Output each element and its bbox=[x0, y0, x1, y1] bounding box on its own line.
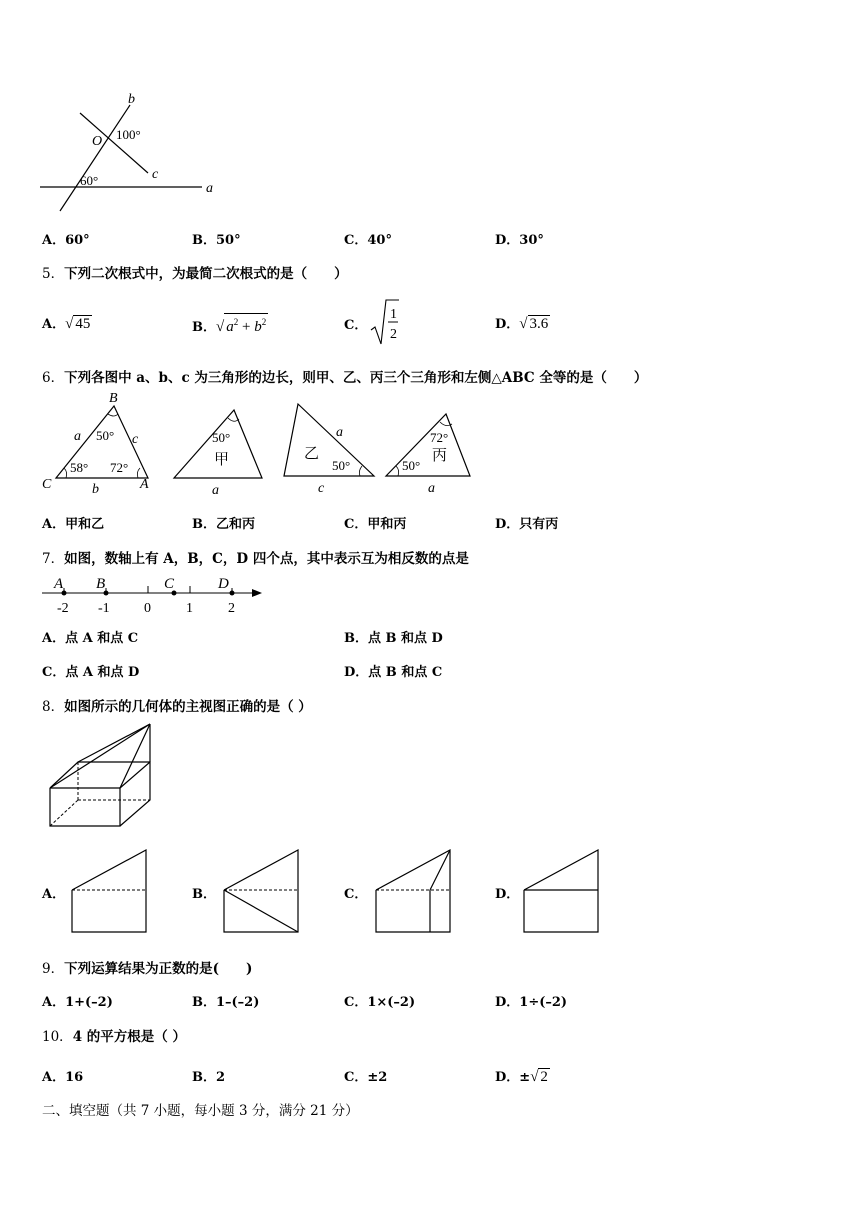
q5-option-d: D．√ 3.6 bbox=[495, 316, 549, 332]
label-a: a bbox=[206, 181, 213, 196]
q5-b-plus: + bbox=[238, 319, 255, 335]
abc-58: 58° bbox=[70, 460, 89, 475]
line-c bbox=[80, 113, 148, 173]
point-b-label: B bbox=[96, 576, 106, 592]
q9-text: 下列运算结果为正数的是( ) bbox=[64, 961, 253, 977]
q7-option-b: B．点 B 和点 D bbox=[344, 631, 443, 646]
q6-number: 6． bbox=[42, 370, 65, 386]
yi-name: 乙 bbox=[304, 446, 320, 462]
q7-text: 如图，数轴上有 A，B，C，D 四个点，其中表示互为相反数的点是 bbox=[64, 551, 469, 567]
q10-d-prefix: ± bbox=[519, 1070, 531, 1085]
q6-stem bbox=[42, 366, 647, 386]
q10-option-c: C．±2 bbox=[344, 1070, 388, 1085]
q5-letter-a: A． bbox=[42, 317, 66, 332]
bing-72: 72° bbox=[430, 430, 449, 445]
q10-letter-d: D． bbox=[495, 1070, 520, 1085]
q9-number: 9． bbox=[42, 961, 65, 977]
q7-option-c: C．点 A 和点 D bbox=[42, 665, 140, 680]
q5-a-radicand: 45 bbox=[75, 316, 91, 332]
q6-option-a: A．甲和乙 bbox=[42, 517, 105, 532]
q6-option-b: B．乙和丙 bbox=[192, 517, 255, 532]
tick-1: 1 bbox=[186, 601, 193, 616]
q5-text: 下列二次根式中，为最简二次根式的是（ ） bbox=[64, 266, 348, 282]
q8-solid-figure bbox=[44, 718, 164, 833]
q10-stem bbox=[42, 1025, 186, 1045]
q8-option-c-figure bbox=[374, 848, 454, 934]
q5-option-b: B．√ $a^2 + b^2$ bbox=[192, 313, 268, 336]
point-d-dot bbox=[230, 591, 235, 596]
yi-a: a bbox=[336, 425, 343, 440]
q8-letter-d: D． bbox=[495, 887, 520, 902]
label-c: c bbox=[152, 167, 159, 182]
point-d-label: D bbox=[218, 576, 229, 592]
jia-name: 甲 bbox=[214, 452, 230, 468]
abc-b: b bbox=[92, 482, 99, 497]
q6-option-c: C．甲和丙 bbox=[344, 517, 407, 532]
jia-50: 50° bbox=[212, 430, 231, 445]
q5-c-den: 2 bbox=[390, 327, 397, 342]
q5-b-sup1: 2 bbox=[233, 317, 239, 327]
yi-50: 50° bbox=[332, 458, 351, 473]
q4-option-c: C．40° bbox=[344, 233, 392, 248]
q6-option-d: D．只有丙 bbox=[495, 517, 559, 532]
q10-option-b: B．2 bbox=[192, 1070, 226, 1085]
q5-b-a: a bbox=[226, 319, 234, 335]
bing-50: 50° bbox=[402, 458, 421, 473]
q5-letter-b: B． bbox=[192, 320, 216, 335]
q8-option-a-figure bbox=[70, 848, 150, 934]
q8-number: 8． bbox=[42, 699, 65, 715]
triangle-yi bbox=[284, 404, 374, 476]
angle-100: 100° bbox=[116, 127, 141, 142]
label-b: b bbox=[128, 92, 135, 107]
q4-option-a: A．60° bbox=[42, 233, 90, 248]
q10-number: 10． bbox=[42, 1029, 73, 1045]
q5-option-c bbox=[344, 298, 397, 342]
q5-c-num: 1 bbox=[390, 307, 397, 322]
line-b bbox=[60, 105, 130, 211]
section-2-title: 二、填空题（共 7 小题，每小题 3 分，满分 21 分） bbox=[42, 1103, 359, 1119]
q9-stem bbox=[42, 957, 252, 977]
q7-stem bbox=[42, 547, 469, 567]
tick-neg1: -1 bbox=[98, 601, 110, 616]
q10-text: 4 的平方根是（ ） bbox=[72, 1029, 186, 1045]
bing-a: a bbox=[428, 481, 435, 496]
q7-number-line bbox=[38, 570, 268, 620]
label-o: O bbox=[92, 134, 103, 149]
q4-option-b: B．50° bbox=[192, 233, 241, 248]
q7-option-a: A．点 A 和点 C bbox=[42, 631, 139, 646]
q9-option-b: B．1–(–2) bbox=[192, 995, 260, 1010]
q5-number: 5． bbox=[42, 266, 65, 282]
yi-c: c bbox=[318, 481, 325, 496]
triangle-bing bbox=[386, 414, 470, 476]
abc-c: c bbox=[132, 432, 139, 447]
q5-option-a: A．√ 45 bbox=[42, 316, 91, 332]
q8-text: 如图所示的几何体的主视图正确的是（ ） bbox=[64, 699, 312, 715]
q5-letter-c: C． bbox=[344, 318, 368, 333]
q5-letter-d: D． bbox=[495, 317, 520, 332]
angle-60: 60° bbox=[80, 173, 99, 188]
q8-letter-c: C． bbox=[344, 887, 368, 902]
q8-letter-b: B． bbox=[192, 887, 216, 902]
q10-option-d: D．±√ 2 bbox=[495, 1069, 548, 1085]
q8-option-d-figure bbox=[522, 848, 602, 934]
q6-figure bbox=[36, 388, 496, 498]
q6-text: 下列各图中 a、b、c 为三角形的边长，则甲、乙、丙三个三角形和左侧△ABC 全等的是（ ） bbox=[64, 370, 648, 386]
abc-B: B bbox=[109, 391, 118, 406]
abc-72: 72° bbox=[110, 460, 129, 475]
tick-neg2: -2 bbox=[57, 601, 69, 616]
abc-50: 50° bbox=[96, 428, 115, 443]
q8-option-b-figure bbox=[222, 848, 302, 934]
q9-option-a: A．1+(–2) bbox=[42, 995, 113, 1010]
abc-C: C bbox=[42, 477, 52, 492]
abc-A: A bbox=[140, 477, 149, 492]
bing-name: 丙 bbox=[432, 448, 448, 464]
q7-number: 7． bbox=[42, 551, 65, 567]
point-a-label: A bbox=[54, 576, 64, 592]
abc-a: a bbox=[74, 429, 81, 444]
jia-a: a bbox=[212, 483, 219, 498]
q4-figure bbox=[30, 85, 230, 215]
q10-option-a: A．16 bbox=[42, 1070, 84, 1085]
q5-b-b: b bbox=[254, 319, 262, 335]
point-c-label: C bbox=[164, 576, 175, 592]
q10-d-radicand: 2 bbox=[540, 1069, 548, 1085]
q9-option-d: D．1÷(–2) bbox=[495, 995, 568, 1010]
q5-d-radicand: 3.6 bbox=[529, 316, 549, 332]
q9-option-c: C．1×(–2) bbox=[344, 995, 416, 1010]
q7-option-d: D．点 B 和点 C bbox=[344, 665, 443, 680]
q5-c-radical bbox=[370, 298, 400, 346]
q8-letter-a: A． bbox=[42, 887, 66, 902]
q4-option-d: D．30° bbox=[495, 233, 544, 248]
q5-b-sup2: 2 bbox=[261, 317, 267, 327]
q5-stem bbox=[42, 262, 348, 282]
q8-stem bbox=[42, 695, 312, 715]
tick-2: 2 bbox=[228, 601, 235, 616]
tick-0: 0 bbox=[144, 601, 151, 616]
